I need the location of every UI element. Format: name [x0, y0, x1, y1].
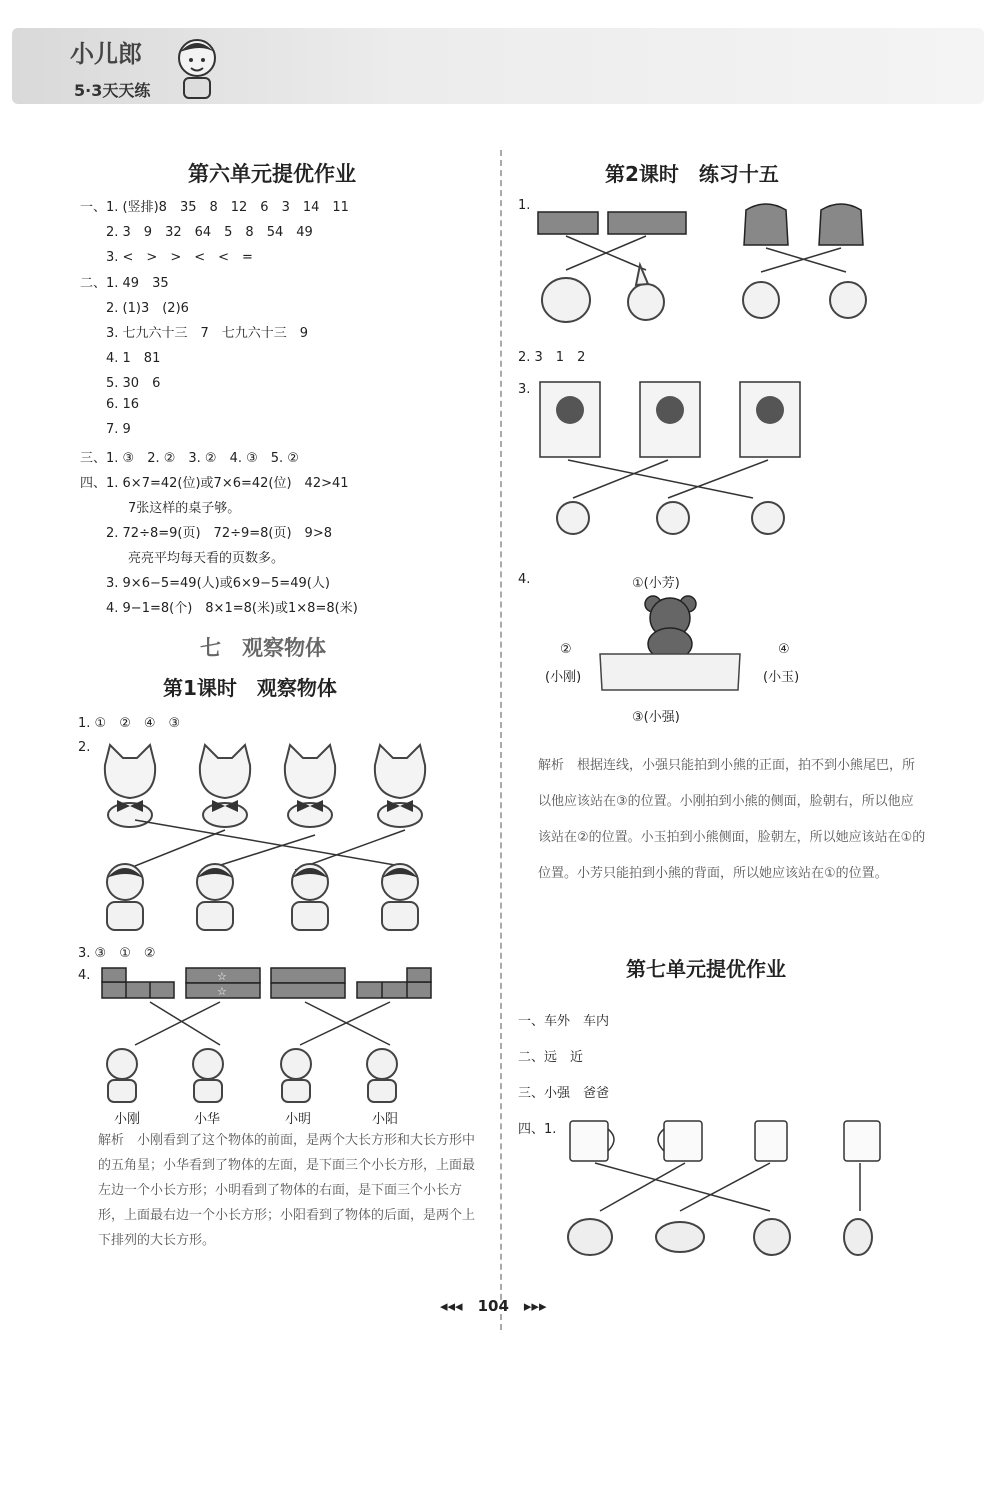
r-q1-label: 1. — [518, 198, 531, 213]
answer-line: 4. 9−1=8(个) 8×1=8(米)或1×8=8(米) — [106, 601, 358, 616]
answer-line: 2. 3 9 32 64 5 8 54 49 — [106, 225, 313, 240]
observer-name: 小明 — [285, 1112, 312, 1127]
pos-2-name: (小刚) — [545, 670, 582, 685]
unit7-answer-3: 三、小强 爸爸 — [518, 1086, 610, 1101]
block-match-lines — [100, 1000, 435, 1050]
pos-2: ② — [560, 642, 572, 657]
answer-line: 3. 七九六十三 7 七九六十三 9 — [106, 326, 309, 341]
answer-line: 6. 16 — [106, 397, 140, 412]
answer-line: 一、1. (竖排)8 35 8 12 6 3 14 11 — [80, 200, 349, 215]
unit7-heading: 七 观察物体 — [200, 636, 326, 660]
logo-subtitle: 5·3天天练 — [74, 81, 151, 100]
unit7-answer-1: 一、车外 车内 — [518, 1014, 610, 1029]
answer-line: 2. 72÷8=9(页) 72÷9=8(页) 9>8 — [106, 526, 332, 541]
answer-line: 3. 9×6−5=49(人)或6×9−5=49(人) — [106, 576, 330, 591]
r-q1-figure — [536, 200, 886, 335]
answer-line: 四、1. 6×7=42(位)或7×6=42(位) 42>41 — [80, 476, 349, 491]
answer-line: 5. 30 6 — [106, 376, 161, 391]
children-figure — [95, 860, 495, 935]
header-banner — [12, 28, 984, 104]
pos-1: ①(小芳) — [632, 576, 680, 591]
q3-answer: 3. ③ ① ② — [78, 946, 156, 961]
answer-line: 7. 9 — [106, 422, 131, 437]
q2-label: 2. — [78, 740, 91, 755]
unit7-title: 第七单元提优作业 — [626, 957, 786, 981]
bear-figure — [598, 592, 743, 692]
r-q3-figure — [538, 380, 808, 550]
svg-text:☆: ☆ — [217, 985, 227, 998]
q1-answer: 1. ① ② ④ ③ — [78, 716, 181, 731]
answer-line: 二、1. 49 35 — [80, 276, 169, 291]
answer-line: 三、1. ③ 2. ② 3. ② 4. ③ 5. ② — [80, 451, 299, 466]
unit6-title: 第六单元提优作业 — [188, 162, 356, 186]
pos-4-name: (小玉) — [763, 670, 800, 685]
answer-line: 3. < > > < < = — [106, 250, 253, 265]
lesson1-title: 第1课时 观察物体 — [163, 676, 337, 700]
observer-name: 小阳 — [372, 1112, 399, 1127]
answer-line: 2. (1)3 (2)6 — [106, 301, 189, 316]
r-q4-label: 4. — [518, 572, 531, 587]
right-analysis: 解析 根据连线，小强只能拍到小熊的正面，拍不到小熊尾巴，所以他应该站在③的位置。小刚拍到小熊的侧面，脸朝右，所以他应该站在②的位置。小玉拍到小熊侧面，脸朝左，所以她应该站在①的位置。小芳只能拍到小熊的背面，所以她应该站在①的位置。 — [538, 758, 926, 881]
r-q2-answer: 2. 3 1 2 — [518, 350, 586, 365]
observers-figure — [100, 1046, 435, 1104]
pos-4: ④ — [778, 642, 790, 657]
observer-name: 小刚 — [114, 1112, 141, 1127]
r-q3-label: 3. — [518, 382, 531, 397]
left-analysis: 解析 小刚看到了这个物体的前面，是两个大长方形和大长方形中的五角星；小华看到了物体的左面，是下面三个小长方形，上面最左边一个小长方形；小明看到了物体的右面，是下面三个小长方形，上面最右边一个小长方形；小阳看到了物体的后面，是两个上下排列的大长方形。 — [98, 1133, 476, 1248]
logo-title: 小儿郎 — [70, 40, 142, 68]
cups-animals-figure — [560, 1115, 890, 1265]
svg-text:☆: ☆ — [217, 970, 227, 983]
mascot-icon — [172, 32, 222, 100]
answer-line: 7张这样的桌子够。 — [128, 501, 241, 516]
pos-3: ③(小强) — [632, 710, 680, 725]
lesson2-title: 第2课时 练习十五 — [605, 162, 779, 186]
page-number: ◂◂◂ 104 ▸▸▸ — [440, 1297, 547, 1315]
answer-line: 4. 1 81 — [106, 351, 161, 366]
column-divider — [500, 150, 502, 1330]
unit7-answer-4: 四、1. — [518, 1122, 557, 1137]
observer-name: 小华 — [194, 1112, 221, 1127]
q4-label: 4. — [78, 968, 91, 983]
block-views-figure — [100, 966, 435, 1001]
unit7-answer-2: 二、远 近 — [518, 1050, 584, 1065]
answer-line: 亮亮平均每天看的页数多。 — [128, 551, 285, 566]
